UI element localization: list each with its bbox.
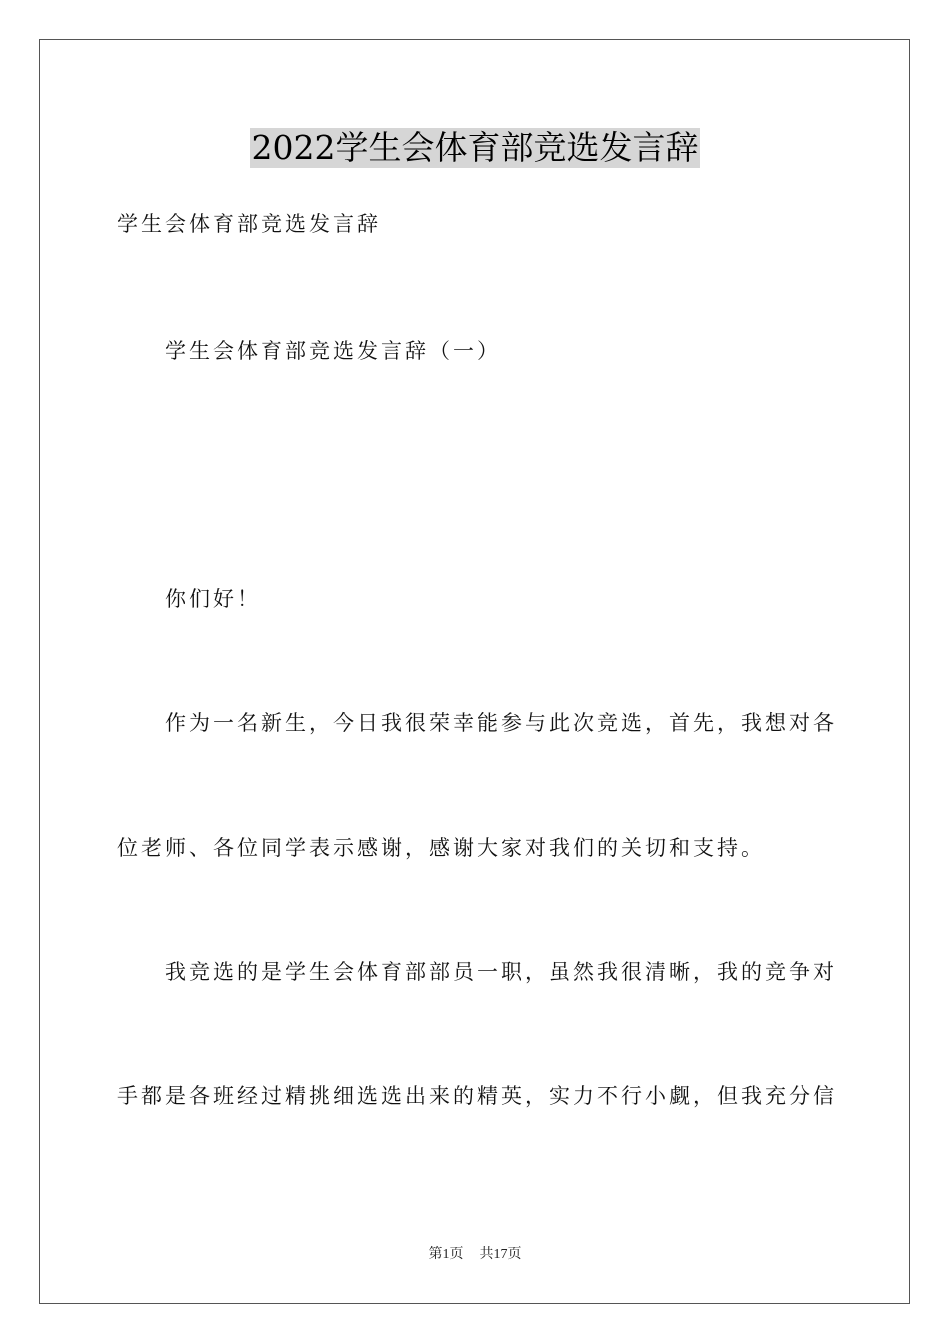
section-heading: 学生会体育部竞选发言辞（一） [165,339,501,363]
paragraph-line-4: 手都是各班经过精挑细选选出来的精英，实力不行小觑，但我充分信 [117,1084,837,1108]
document-title: 2022学生会体育部竞选发言辞 [251,128,699,167]
total-pages: 共17页 [479,1247,522,1262]
page-number: 第1页 [428,1247,464,1262]
paragraph-line-3: 我竞选的是学生会体育部部员一职，虽然我很清晰，我的竞争对 [165,960,837,984]
document-subtitle: 学生会体育部竞选发言辞 [117,212,381,236]
title-container [0,128,950,168]
paragraph-line-1: 作为一名新生，今日我很荣幸能参与此次竞选，首先，我想对各 [165,711,837,735]
greeting-line: 你们好！ [165,587,261,611]
paragraph-line-2: 位老师、各位同学表示感谢，感谢大家对我们的关切和支持。 [117,836,765,860]
page-footer [0,1246,950,1264]
